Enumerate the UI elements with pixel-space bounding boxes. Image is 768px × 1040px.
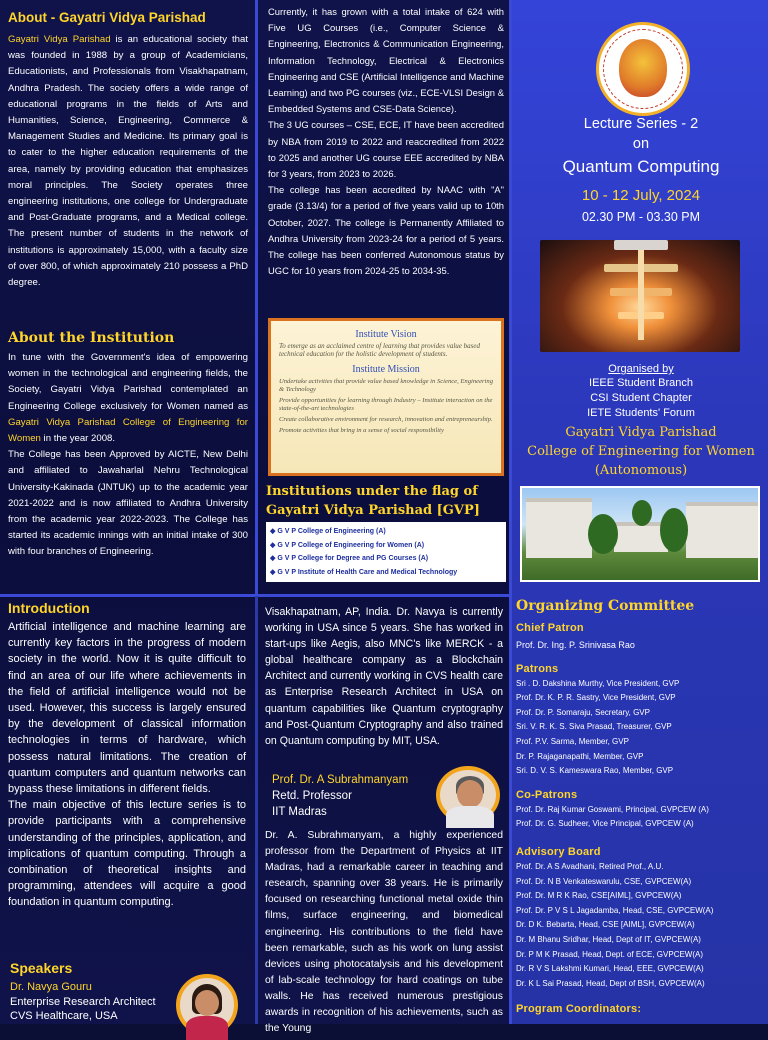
column-divider: [255, 0, 258, 596]
institutions-title-line2: Gayatri Vidya Parishad [GVP]: [266, 503, 480, 518]
speaker2-org: IIT Madras: [272, 806, 327, 818]
college-name-line3: (Autonomous): [594, 463, 688, 478]
advisory-list: [516, 860, 764, 991]
advisory-item: Prof. Dr. P V S L Jagadamba, Head, CSE, GVPCEW(A): [516, 905, 714, 915]
vision-title: Institute Vision: [355, 329, 417, 340]
organiser-item: CSI Student Chapter: [590, 392, 692, 404]
about-body: is an educational society that was founded in 1988 by a group of Academicians, Educationists, and Professionals from Visakhapatnam, Andhra Pradesh. The society offers a wide range of educational programs in the fields of Arts and Humanities, Science, Engineering, Commerce & Management Studies and Medicine. Its primary goal is to cater to the higher education requirements of the area, namely by providing education that emphasizes moral principles. The Society operates three engineering institutions, one college for Undergraduate and Post-Graduate programs, and a Medical college. The present number of students in the network of institutions is approximately 15,000, with a faculty size of over 800, of which approximately 210 possess a PhD degree.: [8, 34, 248, 289]
patrons-label: Patrons: [516, 662, 559, 675]
event-dates: 10 - 12 July, 2024: [581, 187, 701, 204]
speaker1-photo: [176, 974, 238, 1036]
coordinators-label: Program Coordinators:: [516, 1003, 642, 1016]
organiser-item: IETE Students' Forum: [587, 407, 695, 419]
vision-text: To emerge as an acclaimed centre of learning that provides value based technical education for the holistic development of students.: [279, 342, 480, 359]
speaker2-role: Retd. Professor: [272, 790, 352, 802]
organised-by: Organised by: [608, 363, 674, 375]
patron-item: Sri. V. R. K. S. Siva Prasad, Treasurer, GVP: [516, 722, 672, 732]
campus-photo: [520, 486, 760, 582]
series-on: on: [632, 136, 650, 152]
institutions-list: [266, 522, 506, 582]
about-highlight: Gayatri Vidya Parishad: [8, 34, 111, 45]
topic-title: Quantum Computing: [562, 157, 720, 176]
advisory-label: Advisory Board: [516, 845, 601, 858]
event-time: 02.30 PM - 03.30 PM: [581, 210, 701, 224]
institution-section: [8, 330, 248, 561]
naac-text: The college has been accredited by NAAC with "A" grade (3.13/4) for a period of five years valid up to 10th October, 2027. The college is Permanently Affiliated to Andhra University from 2023-24 for a period of 5 years. The college has been conferred Autonomous status by UGC for 10 years from 2024-25 to 2034-35.: [268, 184, 504, 277]
speaker1-name: Dr. Navya Gouru: [10, 981, 92, 993]
series-title: Lecture Series - 2: [583, 116, 699, 132]
quantum-computer-image: [540, 240, 740, 352]
speaker2-photo: [436, 766, 500, 824]
patron-item: Prof. P.V. Sarma, Member, GVP: [516, 736, 629, 746]
institutions-title: [266, 482, 506, 520]
chief-patron-label: Chief Patron: [516, 622, 584, 634]
copatron-item: Prof. Dr. Raj Kumar Goswami, Principal, GVPCEW (A): [516, 804, 709, 814]
advisory-item: Dr. D K. Bebarta, Head, CSE [AIML], GVPCEW(A): [516, 920, 695, 930]
patron-item: Sri . D. Dakshina Murthy, Vice President, GVP: [516, 678, 680, 688]
column-divider: [509, 0, 512, 1024]
institution-text1: In tune with the Government's idea of empowering women in the technological and engineering fields, the Society, Gayatri Vidya Parishad contemplated an Engineering College exclusively for Women named as: [8, 352, 248, 412]
mission-item: Create collaborative environment for research, innovation and entrepreneurship.: [279, 415, 493, 423]
college-name-line2: College of Engineering for Women: [527, 444, 755, 459]
mission-item: Promote activities that bring in a sense of social responsibility: [279, 426, 444, 434]
institution-item: ◆ G V P Institute of Health Care and Medical Technology: [270, 566, 502, 580]
institution-text2: in the year 2008.: [40, 433, 116, 445]
advisory-item: Dr. R V S Lakshmi Kumari, Head, EEE, GVPCEW(A): [516, 964, 704, 974]
growth-text: Currently, it has grown with a total intake of 624 with Five UG Courses (i.e., Computer Science & Engineering, Electronics & Communication Engineering, Information Technology, Electrical & Electronics Engineering and CSE (Artificial Intelligence and Machine Learning) and two PG courses (viz., ECE-VLSI Design & Embedded Systems and CSE-Data Science).: [268, 6, 504, 115]
institution-title: About the Institution: [8, 330, 175, 346]
copatrons-label: Co-Patrons: [516, 788, 578, 801]
event-info: [516, 114, 766, 226]
speaker1-role: Enterprise Research Architect: [10, 996, 156, 1008]
introduction-title: Introduction: [8, 600, 90, 616]
about-section: [8, 10, 248, 291]
institution-item: ◆ G V P College of Engineering (A): [270, 525, 502, 539]
speaker2-info: [272, 772, 442, 820]
patron-item: Sri. D. V. S. Kameswara Rao, Member, GVP: [516, 766, 674, 776]
mission-item: Provide opportunities for learning through Industry – Institute interaction on the state-of-the-art technologies: [279, 396, 493, 412]
mission-title: Institute Mission: [352, 363, 420, 375]
about-text: [8, 32, 248, 291]
advisory-item: Dr. P M K Prasad, Head, Dept. of ECE, GVPCEW(A): [516, 949, 704, 959]
speaker2-bio-section: [265, 828, 503, 1037]
organisers: [516, 362, 766, 480]
patrons-list: [516, 677, 764, 779]
mission-item: Undertake activities that provide value based knowledge in Science, Engineering & Technology: [279, 377, 493, 393]
advisory-item: Prof. Dr. A S Avadhani, Retired Prof., A.U.: [516, 861, 664, 871]
college-logo: [596, 22, 690, 116]
chief-patron: Prof. Dr. Ing. P. Srinivasa Rao: [516, 640, 635, 650]
organiser-item: IEEE Student Branch: [589, 377, 693, 389]
institution-text3: The College has been Approved by AICTE, New Delhi and affiliated to Jawaharlal Nehru Technological University-Kakinada (JNTUK) up to the academic year 2021-2022 and is now affiliated to Andhra University from the academic year 2022-2023. The College has started its academic innings with an initial intake of 300 with four branches of Engineering.: [8, 449, 248, 558]
patron-item: Prof. Dr. P. Somaraju, Secretary, GVP: [516, 707, 650, 717]
speaker2-name: Prof. Dr. A Subrahmanyam: [272, 774, 409, 786]
institution-highlight: Gayatri Vidya Parishad College of Engineering for Women: [8, 416, 248, 445]
institutions-title-line1: Institutions under the flag of: [266, 484, 478, 499]
institution-item: ◆ G V P College of Engineering for Women (A): [270, 539, 502, 553]
speaker1-bio-section: [265, 604, 503, 749]
committee-title: Organizing Committee: [516, 598, 695, 614]
speaker1-org: CVS Healthcare, USA: [10, 1010, 118, 1022]
introduction-section: [8, 600, 246, 911]
institution-text: [8, 350, 248, 447]
copatron-item: Prof. Dr. G. Sudheer, Vice Principal, GVPCEW (A): [516, 819, 694, 829]
patron-item: Prof. Dr. K. P. R. Sastry, Vice President, GVP: [516, 693, 676, 703]
nba-text: The 3 UG courses – CSE, ECE, IT have been accredited by NBA from 2019 to 2022 and reaccredited from 2022 to 2025 and another UG course EEE accredited by NBA for 3 years, from 2023 to 2026.: [268, 119, 504, 180]
advisory-item: Dr. M Bhanu Sridhar, Head, Dept of IT, GVPCEW(A): [516, 934, 701, 944]
about-title: About - Gayatri Vidya Parishad: [8, 10, 206, 25]
committee-section: [516, 598, 764, 1015]
advisory-item: Prof. Dr. N B Venkateswarulu, CSE, GVPCEW(A): [516, 876, 692, 886]
institution-item: ◆ G V P College for Degree and PG Courses (A): [270, 552, 502, 566]
introduction-objective: The main objective of this lecture series is to provide participants with a comprehensive understanding of the principles, application, and implications of quantum computing. Through a combination of theoretical insights and programming, attendees will acquire a good foundation in quantum computing.: [8, 799, 246, 909]
vision-mission-box: [268, 318, 504, 476]
patron-item: Dr. P. Rajaganapathi, Member, GVP: [516, 751, 644, 761]
copatrons-list: [516, 803, 764, 832]
advisory-item: Prof. Dr. M R K Rao, CSE[AIML], GVPCEW(A): [516, 891, 682, 901]
speaker1-bio: Visakhapatnam, AP, India. Dr. Navya is currently working in USA since 5 years. She has worked in start-ups like Aegis, also MNC's like MERCK - a global healthcare company as a Blockchain Architect and currently working in CVS health care as Enterprise Research Architect in USA on quantum capabilities like Quantum cryptography and Post-Quantum Cryptography and also trained on Quantum computing by MIT, USA.: [265, 606, 503, 747]
speakers-title: Speakers: [10, 960, 73, 976]
column-divider: [255, 596, 258, 1024]
middle-top-section: [268, 4, 504, 279]
college-name-line1: Gayatri Vidya Parishad: [565, 425, 717, 440]
advisory-item: Dr. K L Sai Prasad, Head, Dept of BSH, GVPCEW(A): [516, 978, 705, 988]
goddess-emblem-icon: [619, 39, 667, 97]
introduction-text: Artificial intelligence and machine learning are currently key factors in the progress of modern society in the world. Now it is quite difficult to find an area of our life where achievements in the field of artificial intelligence would not be used. However, this success is largely ensured by the development of classical information technologies in terms of hardware, which possess natural limitations. The creation of quantum computers and quantum networks can bypass these limitations in different fields.: [8, 621, 246, 796]
speaker2-bio: Dr. A. Subrahmanyam, a highly experienced professor from the Department of Physics at IIT Madras, had a remarkable career in teaching and research, spanning over 38 years. He is primarily focused on researching functional metal oxide thin films, surface engineering, and biomedical engineering. His contributions to the field have been remarkable, such as his work on lung assist devices using photocatalysis and his development of lab-scale technology for hard coatings on tube walls. He has received numerous prestigious awards in recognition of his achievements, such as the Young: [265, 830, 503, 1035]
